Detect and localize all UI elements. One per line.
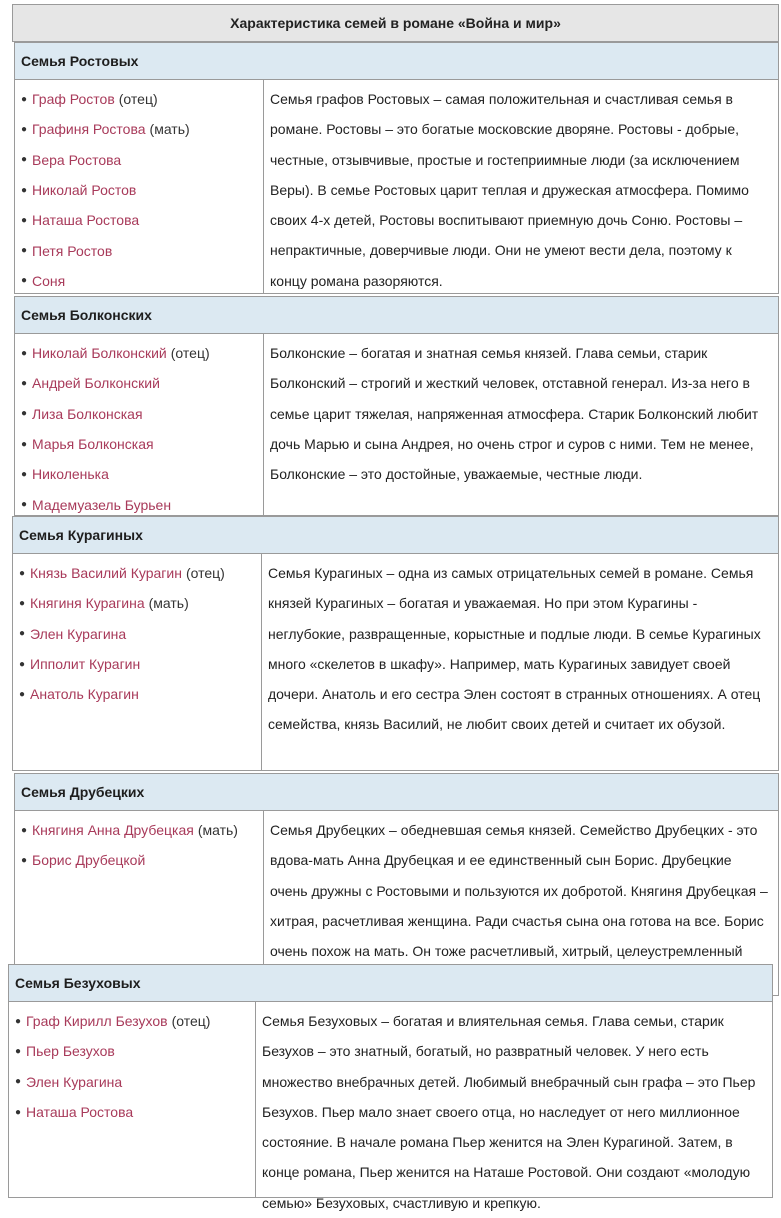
member-item [21, 429, 263, 459]
member-item [21, 235, 263, 265]
bullet-icon: ● [15, 1045, 22, 1057]
member-item [15, 1097, 255, 1127]
bullet-icon: ● [21, 154, 28, 166]
bullet-icon: ● [21, 245, 28, 257]
family-section-bezukhov [8, 964, 773, 1211]
member-link[interactable]: Ипполит Курагин [30, 656, 141, 673]
bullet-icon: ● [21, 499, 28, 511]
member-list [15, 334, 264, 515]
member-item [15, 1036, 255, 1066]
member-role: (мать) [148, 595, 189, 612]
member-link[interactable]: Марья Болконская [32, 436, 154, 453]
family-section-drubetskoy [14, 773, 779, 996]
member-item [15, 1067, 255, 1097]
bullet-icon: ● [19, 688, 26, 700]
family-header: Семья Ростовых [15, 42, 778, 80]
member-link[interactable]: Петя Ростов [32, 242, 113, 259]
member-item [21, 84, 263, 114]
member-link[interactable]: Анатоль Курагин [30, 686, 139, 703]
member-item [21, 815, 263, 845]
member-item [21, 368, 263, 398]
member-link[interactable]: Графиня Ростова [32, 121, 146, 138]
member-role: (отец) [118, 91, 158, 108]
member-item [21, 205, 263, 235]
member-link[interactable]: Элен Курагина [30, 625, 127, 642]
family-description: Семья Друбецких – обедневшая семья князей. Семейство Друбецких - это вдова-мать Анна Друбецкая и ее единственный сын Борис. Друбецкие очень дружны с Ростовыми и пользуются их добротой. Княгиня Друбецкая – хитрая, расчетливая женщина. Ради счастья сына она готова на все. Борис очень похож на мать. Он тоже расчетливый, хитрый, целеустремленный [270, 822, 768, 960]
member-item [19, 619, 261, 649]
member-item [21, 145, 263, 175]
bullet-icon: ● [21, 408, 28, 420]
member-link[interactable]: Лиза Болконская [32, 405, 143, 422]
member-item [21, 845, 263, 875]
member-item [21, 459, 263, 489]
member-item [21, 338, 263, 368]
family-section-rostov [14, 42, 779, 294]
member-link[interactable]: Граф Ростов [32, 91, 115, 108]
member-item [21, 114, 263, 144]
member-role: (отец) [171, 1013, 211, 1030]
member-link[interactable]: Пьер Безухов [26, 1043, 115, 1060]
family-description: Болконские – богатая и знатная семья князей. Глава семьи, старик Болконский – строгий и жесткий человек, отставной генерал. Из-за него в семье царит тяжелая, напряженная атмосфера. Старик Болконский любит дочь Марью и сына Андрея, но очень строг и суров с ними. Тем не менее, Болконские – это достойные, уважаемые, честные люди. [270, 345, 759, 483]
member-item [19, 588, 261, 618]
bullet-icon: ● [21, 377, 28, 389]
member-link[interactable]: Князь Василий Курагин [30, 565, 182, 582]
member-list [15, 80, 264, 293]
bullet-icon: ● [21, 468, 28, 480]
bullet-icon: ● [21, 854, 28, 866]
bullet-icon: ● [21, 347, 28, 359]
member-link[interactable]: Княгиня Анна Друбецкая [32, 822, 194, 839]
bullet-icon: ● [19, 658, 26, 670]
bullet-icon: ● [19, 628, 26, 640]
member-link[interactable]: Николенька [32, 466, 109, 483]
bullet-icon: ● [21, 824, 28, 836]
family-section-bolkonsky [14, 296, 779, 516]
member-link[interactable]: Наташа Ростова [26, 1104, 134, 1121]
member-link[interactable]: Княгиня Курагина [30, 595, 145, 612]
member-link[interactable]: Элен Курагина [26, 1073, 123, 1090]
bullet-icon: ● [21, 123, 28, 135]
member-link[interactable]: Николай Болконский [32, 345, 167, 362]
member-role: (отец) [185, 565, 225, 582]
member-item [15, 1006, 255, 1036]
member-link[interactable]: Борис Друбецкой [32, 852, 146, 869]
member-link[interactable]: Мадемуазель Бурьен [32, 496, 172, 513]
member-item [21, 399, 263, 429]
member-link[interactable]: Николай Ростов [32, 182, 137, 199]
family-description: Семья графов Ростовых – самая положительная и счастливая семья в романе. Ростовы – это богатые московские дворяне. Ростовы - добрые, честные, отзывчивые, простые и гостеприимные люди (за исключением Веры). В семье Ростовых царит теплая и дружеская атмосфера. Помимо своих 4-х детей, Ростовы воспитывают приемную дочь Соню. Ростовы – непрактичные, доверчивые люди. Они не умеют вести дела, поэтому к концу романа разоряются. [270, 91, 749, 289]
member-role: (мать) [197, 822, 238, 839]
bullet-icon: ● [21, 214, 28, 226]
family-header: Семья Курагиных [13, 516, 778, 554]
bullet-icon: ● [15, 1076, 22, 1088]
member-item [21, 266, 263, 296]
bullet-icon: ● [21, 275, 28, 287]
bullet-icon: ● [19, 597, 26, 609]
bullet-icon: ● [21, 184, 28, 196]
member-item [19, 558, 261, 588]
member-link[interactable]: Вера Ростова [32, 151, 122, 168]
family-header: Семья Болконских [15, 296, 778, 334]
member-list [9, 1002, 256, 1197]
family-header: Семья Безуховых [9, 964, 772, 1002]
member-item [19, 679, 261, 709]
bullet-icon: ● [15, 1106, 22, 1118]
table-title: Характеристика семей в романе «Война и мир» [12, 4, 779, 42]
member-role: (отец) [170, 345, 210, 362]
family-section-kuragin [12, 516, 779, 771]
member-link[interactable]: Наташа Ростова [32, 212, 140, 229]
family-description: Семья Безуховых – богатая и влиятельная семья. Глава семьи, старик Безухов – это знатный, богатый, но развратный человек. У него есть множество внебрачных детей. Любимый внебрачный сын графа – это Пьер Безухов. Пьер мало знает своего отца, но наследует от него миллионное состояние. В начале романа Пьер женится на Элен Курагиной. Затем, в конце романа, Пьер женится на Наташе Ростовой. Они создают «молодую семью» Безуховых, счастливую и крепкую. [262, 1013, 756, 1211]
bullet-icon: ● [19, 567, 26, 579]
member-item [19, 649, 261, 679]
member-item [21, 175, 263, 205]
bullet-icon: ● [21, 438, 28, 450]
member-role: (мать) [149, 121, 190, 138]
bullet-icon: ● [21, 93, 28, 105]
bullet-icon: ● [15, 1015, 22, 1027]
family-header: Семья Друбецких [15, 773, 778, 811]
member-link[interactable]: Граф Кирилл Безухов [26, 1013, 168, 1030]
family-description: Семья Курагиных – одна из самых отрицательных семей в романе. Семья князей Курагиных – богатая и уважаемая. Но при этом Курагины - неглубокие, развращенные, корыстные и подлые люди. В семье Курагиных много «скелетов в шкафу». Например, мать Курагиных завидует своей дочери. Анатоль и его сестра Элен состоят в странных отношениях. А отец семейства, князь Василий, не любит своих детей и считает их обузой. [268, 565, 761, 733]
member-list [13, 554, 262, 770]
member-link[interactable]: Соня [32, 272, 66, 289]
member-link[interactable]: Андрей Болконский [32, 375, 160, 392]
